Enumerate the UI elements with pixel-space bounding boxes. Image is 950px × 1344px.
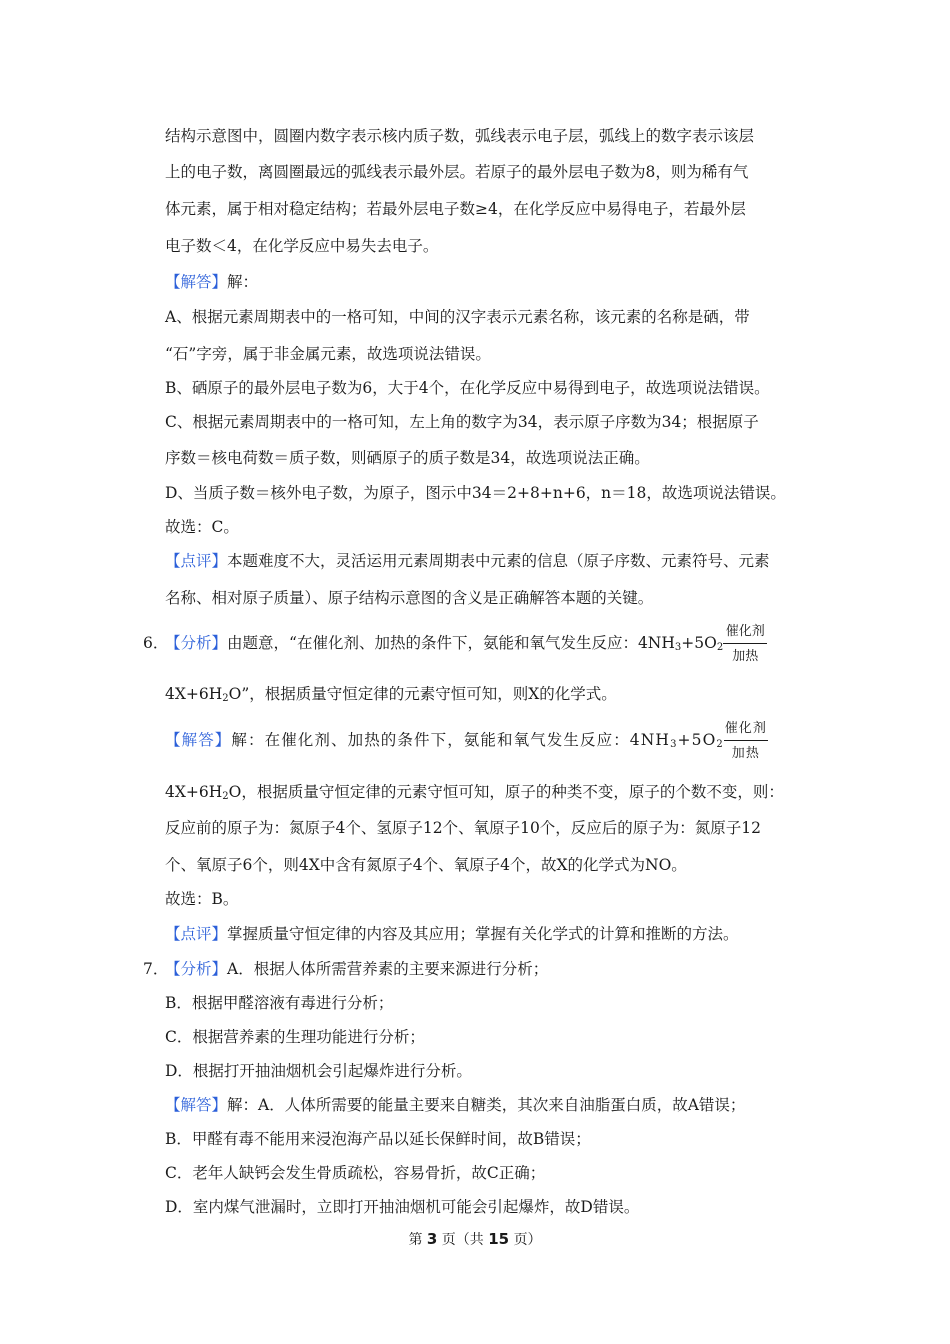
subscript: 3 [674,642,682,653]
text-line: A、根据元素周期表中的一格可知，中间的汉字表示元素名称，该元素的名称是硒，带 [165,308,750,326]
reaction-condition-arrow [724,721,768,761]
text-line: B、硒原子的最外层电子数为6，大于4个，在化学反应中易得到电子，故选项说法错误。 [165,379,770,397]
text-line: 电子数＜4，在化学反应中易失去电子。 [165,237,439,255]
subscript: 3 [670,739,678,750]
text: 本题难度不大，灵活运用元素周期表中元素的信息（原子序数、元素符号、元素 [227,552,770,570]
footer-text: 第 [408,1232,423,1248]
footer-text: 页） [513,1232,542,1248]
text-line: 体元素，属于相对稳定结构；若最外层电子数≥4，在化学反应中易得电子，若最外层 [165,200,746,218]
text-line: D．室内煤气泄漏时，立即打开抽油烟机可能会引起爆炸，故D错误。 [165,1198,640,1216]
subscript: 2 [716,739,724,750]
text-line [165,683,617,710]
text-line: C．老年人缺钙会发生骨质疏松，容易骨折，故C正确； [165,1164,546,1182]
analysis-tag: 【分析】 [165,634,228,652]
equals-bar [723,643,767,644]
question-number-7: 7． [143,960,169,978]
text: 解： [227,273,259,291]
text: O，根据质量守恒定律的元素守恒可知，原子的种类不变，原子的个数不变，则： [228,783,784,801]
text: +5O [677,731,717,749]
subscript: 2 [222,693,229,704]
comment-line [165,550,770,572]
text: 由题意，“在催化剂、加热的条件下，氨能和氧气发生反应：4NH [227,634,675,652]
text: 掌握质量守恒定律的内容及其应用；掌握有关化学式的计算和推断的方法。 [227,925,739,943]
page-footer [0,1229,950,1250]
text-line: 反应前的原子为：氮原子4个、氢原子12个、氧原子10个，反应后的原子为：氮原子12 [165,819,762,837]
text-line: B．甲醛有毒不能用来浸泡海产品以延长保鲜时间，故B错误； [165,1130,591,1148]
text: O”，根据质量守恒定律的元素守恒可知，则X的化学式。 [228,685,617,703]
answer-line [165,1094,745,1116]
total-pages: 15 [488,1230,510,1248]
answer-tag: 【解答】 [165,731,232,749]
text: +5O [681,634,717,652]
comment-line [165,923,739,945]
text: A．根据人体所需营养素的主要来源进行分析； [227,960,549,978]
question-number-6: 6． [143,634,169,652]
analysis-line [165,958,548,980]
text-line: 结构示意图中，圆圈内数字表示核内质子数，弧线表示电子层，弧线上的数字表示该层 [165,127,755,145]
text-line: 故选：C。 [165,518,239,536]
text-line: 个、氧原子6个，则4X中含有氮原子4个、氧原子4个，故X的化学式为NO。 [165,856,687,874]
answer-tag: 【解答】 [165,1096,228,1114]
text-line: B．根据甲醛溶液有毒进行分析； [165,994,394,1012]
text-line: 故选：B。 [165,890,239,908]
heat-label: 加热 [731,746,760,761]
answer-line [165,271,258,293]
text-line: C、根据元素周期表中的一格可知，左上角的数字为34，表示原子序数为34；根据原子 [165,413,759,431]
text-line: 名称、相对原子质量）、原子结构示意图的含义是正确解答本题的关键。 [165,589,654,607]
comment-tag: 【点评】 [165,925,228,943]
text-line: D、当质子数＝核外电子数，为原子，图示中34＝2+8+n+6，n＝18，故选项说法错误。 [165,484,786,502]
text-line: 序数＝核电荷数＝质子数，则硒原子的质子数是34，故选项说法正确。 [165,449,650,467]
catalyst-label: 催化剂 [724,721,768,736]
analysis-line [165,624,767,664]
equals-bar [724,740,768,741]
subscript: 2 [716,642,724,653]
answer-line [165,721,768,761]
subscript: 2 [222,791,229,802]
answer-tag: 【解答】 [165,273,228,291]
text: 解：A．人体所需要的能量主要来自糖类，其次来自油脂蛋白质，故A错误； [227,1096,746,1114]
text: 解：在催化剂、加热的条件下，氨能和氧气发生反应：4NH [231,731,671,749]
heat-label: 加热 [732,649,759,664]
comment-tag: 【点评】 [165,552,228,570]
text: 4X+6H [165,783,223,801]
text-line: C．根据营养素的生理功能进行分析； [165,1028,425,1046]
reaction-condition-arrow [723,624,767,664]
text-line: D．根据打开抽油烟机会引起爆炸进行分析。 [165,1062,472,1080]
footer-text: 页（共 [441,1232,484,1248]
analysis-tag: 【分析】 [165,960,228,978]
text-line: 上的电子数，离圆圈最远的弧线表示最外层。若原子的最外层电子数为8，则为稀有气 [165,163,749,181]
catalyst-label: 催化剂 [725,624,765,639]
text-line: “石”字旁，属于非金属元素，故选项说法错误。 [165,345,491,363]
text: 4X+6H [165,685,223,703]
page-number: 3 [426,1230,438,1248]
text-line [165,781,784,808]
